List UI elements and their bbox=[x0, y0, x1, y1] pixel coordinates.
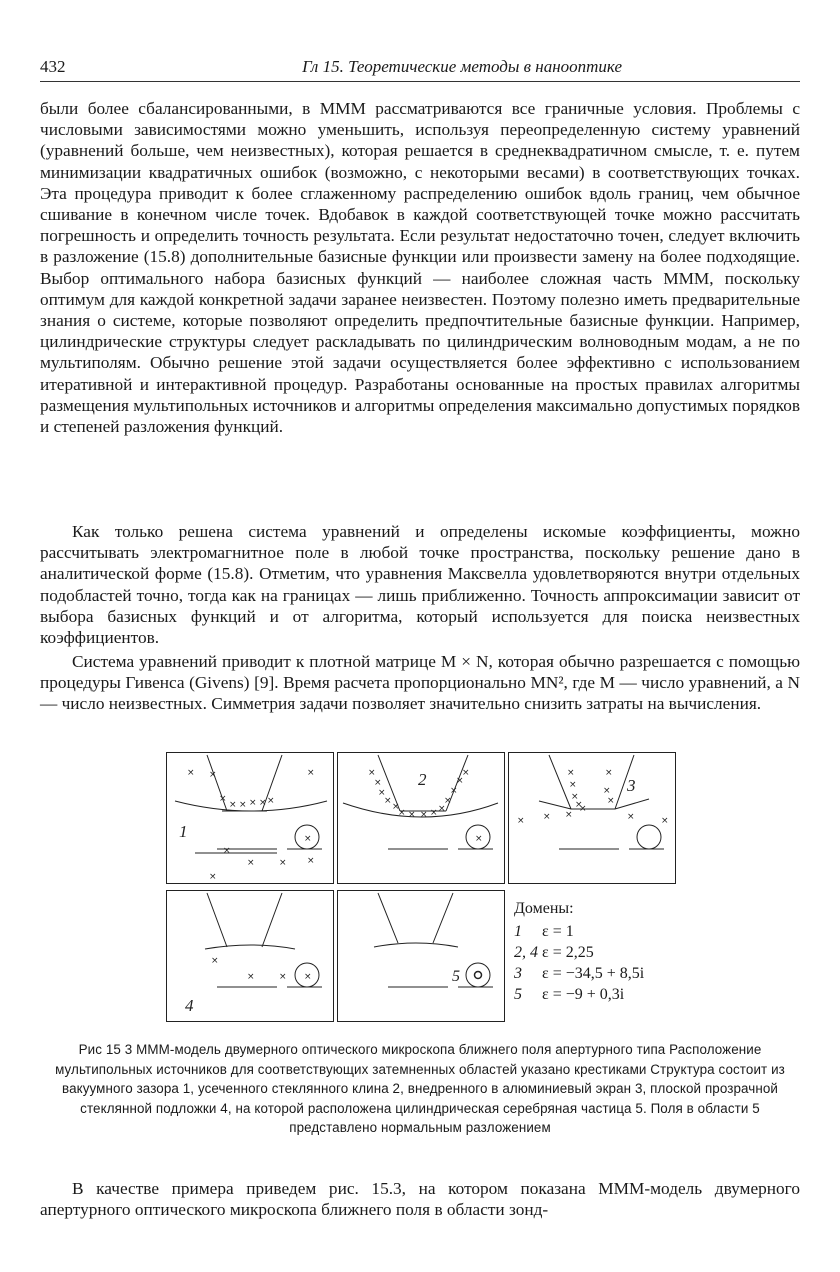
svg-text:×: × bbox=[247, 972, 255, 982]
legend-title: Домены: bbox=[514, 900, 574, 917]
page-header bbox=[40, 55, 800, 82]
svg-text:×: × bbox=[378, 788, 386, 798]
legend-row bbox=[514, 921, 644, 942]
panel-2-drawing bbox=[338, 753, 504, 883]
svg-text:×: × bbox=[392, 802, 400, 812]
svg-text:×: × bbox=[267, 796, 275, 806]
svg-text:×: × bbox=[571, 792, 579, 802]
svg-text:×: × bbox=[444, 796, 452, 806]
legend-epsilon: ε = 2,25 bbox=[542, 944, 594, 961]
svg-text:×: × bbox=[517, 816, 525, 826]
figure-panel-5 bbox=[337, 890, 505, 1022]
panel-5-drawing bbox=[338, 891, 504, 1021]
svg-text:×: × bbox=[605, 768, 613, 778]
svg-text:×: × bbox=[607, 796, 615, 806]
domains-legend bbox=[514, 898, 644, 1005]
legend-row bbox=[514, 984, 644, 1005]
svg-text:×: × bbox=[304, 834, 312, 844]
svg-text:×: × bbox=[209, 770, 217, 780]
panel-4-label: 4 bbox=[185, 996, 194, 1015]
figure-panel-4 bbox=[166, 890, 334, 1022]
panel-2-label: 2 bbox=[418, 770, 427, 789]
svg-text:×: × bbox=[661, 816, 669, 826]
legend-domain-id: 3 bbox=[514, 965, 522, 982]
svg-text:×: × bbox=[603, 786, 611, 796]
figure-panel-2 bbox=[337, 752, 505, 884]
page-number: 432 bbox=[40, 57, 66, 76]
svg-text:×: × bbox=[384, 796, 392, 806]
svg-text:×: × bbox=[247, 858, 255, 868]
svg-text:×: × bbox=[279, 858, 287, 868]
svg-text:×: × bbox=[223, 846, 231, 856]
panel-3-drawing bbox=[509, 753, 675, 883]
panel-1-label: 1 bbox=[179, 822, 188, 841]
panel-4-drawing bbox=[167, 891, 333, 1021]
svg-text:×: × bbox=[475, 834, 483, 844]
svg-text:×: × bbox=[219, 794, 227, 804]
panel-5-label: 5 bbox=[452, 968, 460, 985]
figure-panel-3 bbox=[508, 752, 676, 884]
svg-text:×: × bbox=[430, 808, 438, 818]
paragraph-2: Как только решена система уравнений и определены искомые коэффициенты, можно рассчитывать электромагнитное поле в любой точке пространства, поскольку решение дано в аналитической форме (15.8). Отметим, что уравнения Максвелла удовлетворяются внутри отдельных подобластей точно, тогда как на границах — лишь приближенно. Точность аппроксимации зависит от выбора базисных функций и от алгоритма, который используется для поиска неизвестных коэффициентов. bbox=[40, 522, 800, 648]
panel-1-source-marks bbox=[187, 768, 315, 882]
svg-text:×: × bbox=[259, 798, 267, 808]
panel-3-source-marks bbox=[517, 768, 669, 826]
svg-text:×: × bbox=[187, 768, 195, 778]
svg-text:×: × bbox=[565, 810, 573, 820]
panel-1-drawing bbox=[167, 753, 333, 883]
svg-text:×: × bbox=[307, 768, 315, 778]
running-title: Гл 15. Теоретические методы в нанооптике bbox=[302, 57, 622, 76]
svg-text:×: × bbox=[627, 812, 635, 822]
svg-text:×: × bbox=[462, 768, 470, 778]
svg-text:×: × bbox=[567, 768, 575, 778]
legend-domain-id: 5 bbox=[514, 986, 522, 1003]
legend-epsilon: ε = −34,5 + 8,5i bbox=[542, 965, 645, 982]
legend-domain-id: 2, 4 bbox=[514, 944, 538, 961]
paragraph-3: Система уравнений приводит к плотной матрице M × N, которая обычно разрешается с помощью процедуры Гивенса (Givens) [9]. Время расчета пропорционально MN², где M — число уравнений, а N — число неизвестных. Симметрия задачи позволяет значительно снизить затраты на вычисления. bbox=[40, 652, 800, 714]
svg-text:×: × bbox=[569, 780, 577, 790]
svg-text:×: × bbox=[450, 786, 458, 796]
svg-text:×: × bbox=[575, 800, 583, 810]
legend-epsilon: ε = 1 bbox=[542, 923, 574, 940]
svg-text:×: × bbox=[209, 872, 217, 882]
svg-text:×: × bbox=[229, 800, 237, 810]
svg-text:×: × bbox=[420, 810, 428, 820]
legend-row bbox=[514, 942, 644, 963]
svg-text:×: × bbox=[438, 804, 446, 814]
svg-text:×: × bbox=[211, 956, 219, 966]
svg-text:×: × bbox=[279, 972, 287, 982]
svg-text:×: × bbox=[579, 804, 587, 814]
panel-3-label: 3 bbox=[627, 776, 636, 795]
paragraph-4: В качестве примера приведем рис. 15.3, на котором показана МММ-модель двумерного апертурного оптического микроскопа ближнего поля в области зонд- bbox=[40, 1179, 800, 1220]
svg-text:×: × bbox=[398, 808, 406, 818]
svg-text:×: × bbox=[543, 812, 551, 822]
legend-domain-id: 1 bbox=[514, 923, 522, 940]
svg-text:×: × bbox=[408, 810, 416, 820]
svg-text:×: × bbox=[307, 856, 315, 866]
svg-text:×: × bbox=[249, 798, 257, 808]
svg-text:×: × bbox=[368, 768, 376, 778]
svg-text:×: × bbox=[239, 800, 247, 810]
figure-panel-1 bbox=[166, 752, 334, 884]
paragraph-1: были более сбалансированными, в МММ рассматриваются все граничные условия. Проблемы с числовыми зависимостями можно уменьшить, используя переопределенную систему уравнений (уравнений больше, чем неизвестных), которая решается в среднеквадратичном смысле, т. е. путем минимизации квадратичных ошибок (возможно, с некоторыми весами) в соответствующих точках. Эта процедура приводит к более сглаженному распределению ошибок вдоль границ, чем обычное сшивание в конечном числе точек. Вдобавок в каждой соответствующей точке можно рассчитать погрешность и определить точность результата. Если результат недостаточно точен, следует включить в разложение (15.8) дополнительные базисные функции или произвести замену на более подходящие. Выбор оптимального набора базисных функций — наиболее сложная часть МММ, поскольку оптимум для каждой конкретной задачи заранее неизвестен. Поэтому полезно иметь предварительные знания о системе, которые позволяют определить предпочтительные базисные функции. Например, цилиндрические структуры следует раскладывать по цилиндрическим волноводным модам, а не по мультиполям. Обычно решение этой задачи осуществляется более эффективно с использованием итеративной и интерактивной процедур. Разработаны основанные на простых правилах алгоритмы размещения мультипольных источников и алгоритмы определения максимально допустимых порядков и степеней разложения функций. bbox=[40, 99, 800, 437]
svg-text:×: × bbox=[304, 972, 312, 982]
legend-row bbox=[514, 963, 644, 984]
svg-text:×: × bbox=[374, 778, 382, 788]
legend-epsilon: ε = −9 + 0,3i bbox=[542, 986, 625, 1003]
figure-caption: Рис 15 3 МММ-модель двумерного оптического микроскопа ближнего поля апертурного типа Расположение мультипольных источников для соответствующих затемненных областей указано крестиками Структура состоит из вакуумного зазора 1, усеченного стеклянного клина 2, внедренного в алюминиевый экран 3, плоской прозрачной стеклянной подложки 4, на которой расположена цилиндрическая серебряная частица 5. Поля в области 5 представлено нормальным разложением bbox=[55, 1042, 785, 1136]
svg-text:×: × bbox=[456, 776, 464, 786]
